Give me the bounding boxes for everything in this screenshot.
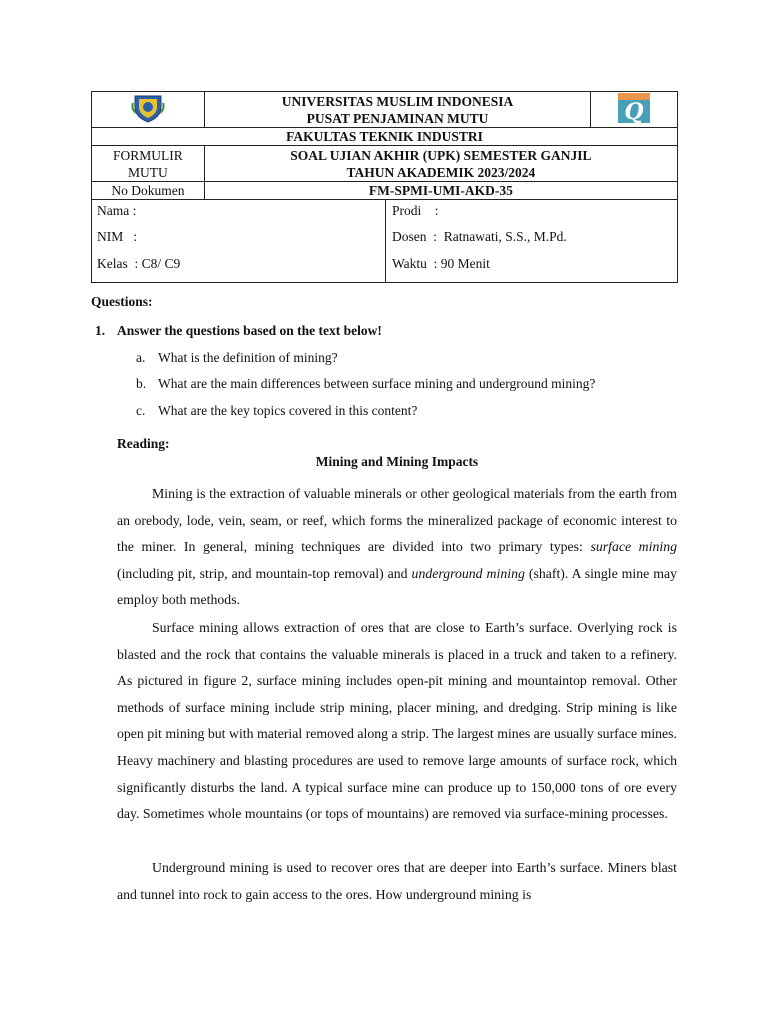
- p1-term-underground-mining: underground mining: [411, 565, 525, 581]
- doc-number-label: No Dokumen: [92, 182, 205, 200]
- nama-field: Nama :: [97, 203, 137, 218]
- university-name: UNIVERSITAS MUSLIM INDONESIA: [281, 93, 514, 109]
- form-label-cell: [92, 146, 205, 182]
- dosen-field: Dosen : Ratnawati, S.S., M.Pd.: [392, 229, 567, 244]
- exam-title: SOAL UJIAN AKHIR (UPK) SEMESTER GANJIL: [290, 147, 592, 163]
- prodi-field: Prodi :: [392, 203, 439, 218]
- reading-label: Reading:: [117, 436, 170, 451]
- sub-question-b-text: What are the main differences between surface mining and underground mining?: [158, 376, 596, 391]
- nim-field: NIM :: [97, 229, 138, 244]
- form-label-line1: FORMULIR: [113, 147, 183, 163]
- doc-number-value: FM-SPMI-UMI-AKD-35: [204, 182, 677, 200]
- form-label-line2: MUTU: [128, 164, 168, 180]
- kelas-field: Kelas : C8/ C9: [97, 256, 181, 271]
- p1-term-surface-mining: surface mining: [590, 539, 678, 555]
- university-crest-icon: [131, 93, 165, 127]
- sub-question-a-text: What is the definition of mining?: [158, 350, 338, 365]
- reading-paragraph-2: Surface mining allows extraction of ores that are close to Earth’s surface. Overlying rock is blasted and the rock that contains the valuable minerals is placed in a truck and taken to a refinery. As pictured in figure 2, surface mining includes open-pit mining and mountaintop removal. Other methods of surface mining include strip mining, placer mining, and dredging. Strip mining is like open pit mining but with material removed along a strip. The largest mines are usually surface mines. Heavy machinery and blasting procedures are used to remove large amounts of surface rock, which significantly disturbs the land. A typical surface mine can produce up to 150,000 tons of ore every day. Sometimes whole mountains (or tops of mountains) are removed via surface-mining processes.: [117, 620, 677, 822]
- waktu-field: Waktu : 90 Menit: [392, 256, 490, 271]
- faculty-name: FAKULTAS TEKNIK INDUSTRI: [92, 128, 678, 146]
- quality-center-name: PUSAT PENJAMINAN MUTU: [306, 110, 489, 126]
- sub-question-b-label: b.: [136, 376, 147, 391]
- sub-question-c-text: What are the key topics covered in this content?: [158, 403, 418, 418]
- info-divider: [385, 200, 386, 282]
- p1-part-b: (including pit, strip, and mountain-top removal) and: [117, 565, 412, 581]
- quality-logo-letter: Q: [624, 98, 644, 123]
- quality-logo-cell: [591, 92, 678, 128]
- sub-question-c-label: c.: [136, 403, 146, 418]
- quality-q-icon: [618, 93, 650, 127]
- university-title-cell: [204, 92, 590, 128]
- question-1-text: Answer the questions based on the text below!: [117, 323, 382, 338]
- document-header-table: [91, 91, 678, 200]
- reading-title: Mining and Mining Impacts: [315, 454, 479, 469]
- student-info-box: [91, 200, 678, 283]
- p1-part-c: (shaft). A single mine may employ both methods.: [117, 565, 677, 608]
- sub-question-a-label: a.: [136, 350, 146, 365]
- questions-heading: Questions:: [91, 294, 153, 309]
- p1-part-a: Mining is the extraction of valuable minerals or other geological materials from the earth from an orebody, lode, vein, seam, or reef, which forms the mineralized package of economic interest to the miner. In general, mining techniques are divided into two primary types:: [117, 486, 677, 555]
- university-logo-cell: [92, 92, 205, 128]
- exam-title-cell: [204, 146, 677, 182]
- reading-paragraph-1: [117, 481, 677, 614]
- academic-year: TAHUN AKADEMIK 2023/2024: [346, 164, 536, 180]
- reading-paragraph-3: Underground mining is used to recover ores that are deeper into Earth’s surface. Miners blast and tunnel into rock to gain access to the ores. How underground mining is: [117, 860, 677, 902]
- question-1-number: 1.: [95, 323, 106, 338]
